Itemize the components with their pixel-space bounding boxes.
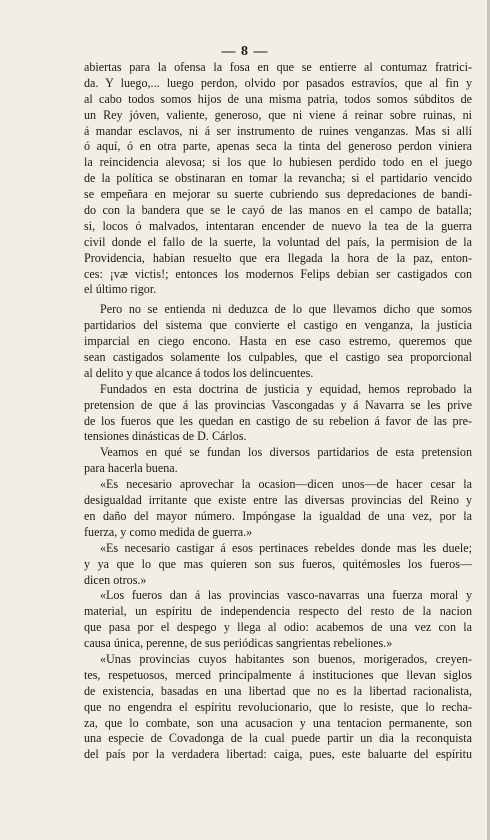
paragraph-1	[84, 60, 472, 298]
text-line: desigualdad irritante que existe entre las diversas provincias del Reino y	[84, 493, 472, 508]
text-line: de la política se obstinaran en tomar la revancha; si el partidario vencido	[84, 171, 472, 186]
paragraph-7	[84, 588, 472, 652]
text-line: de los fueros que les quedan en castigo de su rebelion á favor de las pre-	[84, 413, 472, 428]
text-line: al cabo todos somos hijos de una misma patria, todos somos súbditos de	[84, 91, 472, 106]
text-line: á mandar esclavos, ni á ser instrumento de ruines venganzas. Mas si allí	[84, 123, 472, 138]
text-line: se empeñara en mejorar su suerte cubriendo sus depredaciones de bandi-	[84, 187, 472, 202]
text-line: Fundados en esta doctrina de justicia y equidad, hemos reprobado la	[100, 381, 472, 396]
text-line: al delito y que alcance á todos los delincuentes.	[84, 365, 314, 380]
text-line: Veamos en qué se fundan los diversos partidarios de esta pretension	[100, 445, 472, 460]
text-line: tensiones dinásticas de D. Cárlos.	[84, 429, 247, 444]
text-line: abiertas para la ofensa la fosa en que se entierre al contumaz fratrici-	[84, 60, 472, 74]
text-line: Pero no se entienda ni deduzca de lo que llevamos dicho que somos	[100, 302, 472, 317]
text-line: imparcial en ciego encono. Hasta en ese caso estremo, queremos que	[84, 334, 472, 349]
text-line: «Es necesario aprovechar la ocasion—dicen unos—de hacer cesar la	[100, 477, 472, 492]
text-line: de existencia, basadas en una libertad que no es la libertad racionalista,	[84, 683, 472, 698]
text-line: para hacerla buena.	[84, 461, 178, 476]
text-line: «Los fueros dan á las provincias vasco-navarras una fuerza moral y	[100, 588, 472, 603]
text-line: dicen otros.»	[84, 572, 147, 587]
paragraph-2	[84, 302, 472, 381]
text-line: que pasa por el despego y llega al odio: acabemos de una vez con la	[84, 620, 472, 635]
text-line: da. Y luego,... luego perdon, olvido por pasados estravíos, que al fin y	[84, 75, 472, 90]
paragraph-5	[84, 477, 472, 541]
text-line: Providencia, habian resuelto que era llegada la hora de la paz, enton-	[84, 250, 472, 265]
text-line: pretension de que á las provincias Vascongadas y á Navarra se les prive	[84, 397, 472, 412]
paragraph-4	[84, 445, 472, 477]
text-line: si, locos ó malvados, intentaran encender de nuevo la tea de la guerra	[84, 218, 472, 233]
text-line: la reincidencia alevosa; si los que lo hubiesen perdido todo en el juego	[84, 155, 472, 170]
text-line: ces: ¡væ victis!; entonces los modernos Felips debian ser castigados con	[84, 266, 472, 281]
text-line: el último rigor.	[84, 282, 157, 297]
text-line: material, un espíritu de independencia respecto del resto de la nacion	[84, 604, 472, 619]
text-line: en daño del mayor número. Impóngase la igualdad de una vez, por la	[84, 508, 472, 523]
text-line: za, que lo combate, son una acusacion y una tentacion permanente, son	[84, 715, 472, 730]
body-text	[84, 60, 472, 763]
text-line: do con la bandera que se le cayó de las manos en el campo de batalla;	[84, 203, 472, 218]
text-line: sean castigados solamente los culpables, que el castigo sea proporcional	[84, 350, 472, 365]
text-line: fuerza, y como medida de guerra.»	[84, 524, 253, 539]
text-line: «Unas provincias cuyos habitantes son buenos, morigerados, creyen-	[100, 651, 472, 666]
text-line: del país por la verdadera libertad: caiga, pues, este baluarte del espíritu	[84, 747, 472, 762]
text-line: un Rey jóven, valiente, generoso, que ni viene á reinar sobre ruinas, ni	[84, 107, 472, 122]
text-line: civil donde el fallo de la suerte, la voluntad del país, la permision de la	[84, 234, 472, 249]
page-number: — 8 —	[221, 44, 269, 59]
text-line: y ya que lo que mas quieren son sus fueros, quitémosles los fueros—	[84, 556, 472, 571]
paragraph-3	[84, 382, 472, 446]
text-line: «Es necesario castigar á esos pertinaces rebeldes donde mas les duele;	[100, 540, 472, 555]
text-line: partidarios del sistema que convierte el castigo en venganza, la justicia	[84, 318, 472, 333]
paragraph-6	[84, 541, 472, 589]
text-line: causa única, perenne, de sus periódicas sangrientas rebeliones.»	[84, 636, 393, 651]
text-line: ó aquí, ó en otra parte, apenas seca la tinta del generoso perdon viniera	[84, 139, 472, 154]
text-line: tes, respetuosos, merced principalmente á instituciones que llevan siglos	[84, 667, 472, 682]
text-line: una especie de Covadonga de la cual puede partir un dia la reconquista	[84, 731, 472, 746]
text-line: que no engendra el espíritu revolucionario, que lo resiste, que lo recha-	[84, 699, 472, 714]
paragraph-8	[84, 652, 472, 763]
